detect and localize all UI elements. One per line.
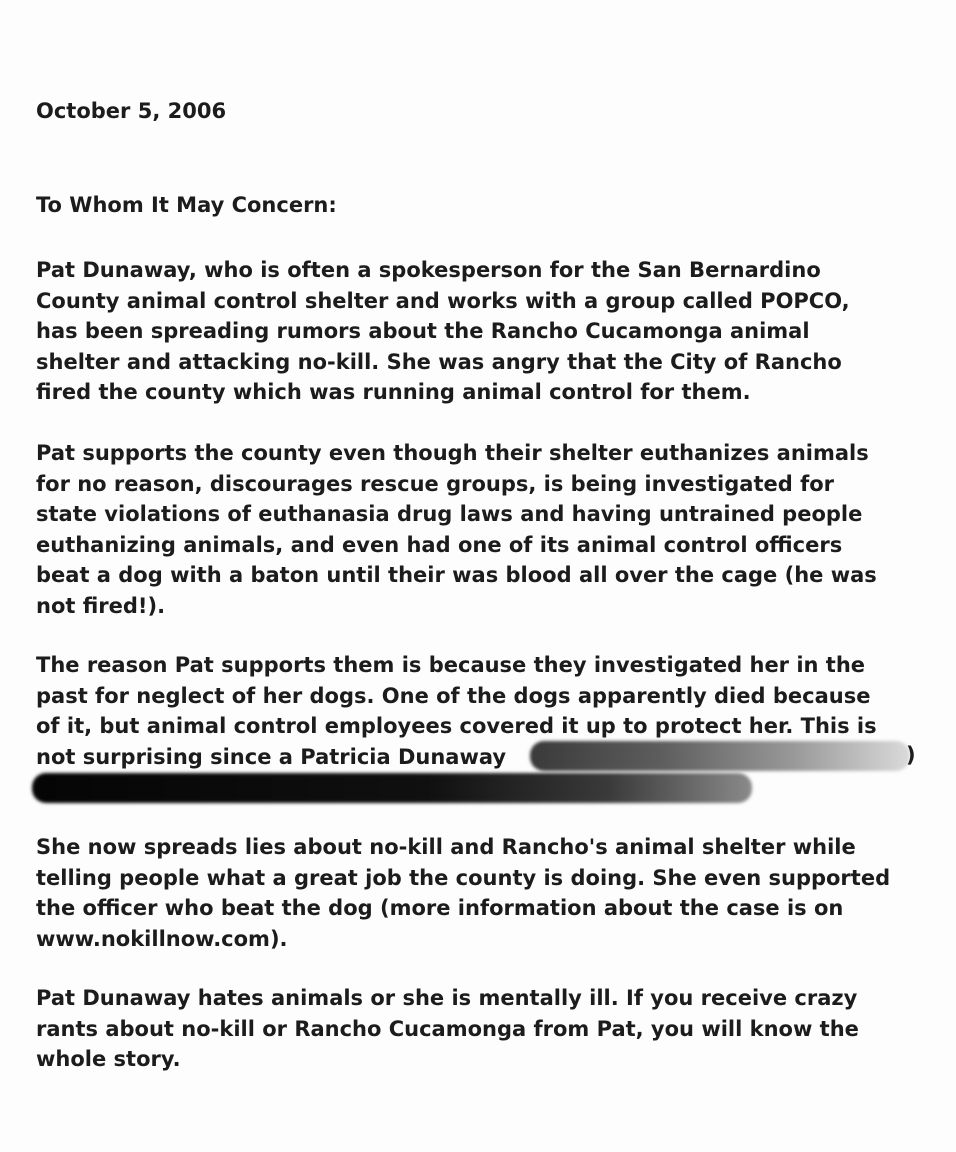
text-line: She now spreads lies about no-kill and Rancho's animal shelter while — [36, 835, 856, 859]
text-line: state violations of euthanasia drug laws and having untrained people — [36, 502, 863, 527]
redaction-mark — [32, 773, 752, 803]
paragraph-1 — [36, 255, 941, 408]
text-line: whole story. — [36, 1047, 181, 1072]
text-line: for no reason, discourages rescue groups, is being investigated for — [36, 471, 834, 496]
text-line: Pat supports the county even though their shelter euthanizes animals — [36, 441, 869, 465]
text-line: has been spreading rumors about the Rancho Cucamonga animal — [36, 319, 810, 344]
text-line: County animal control shelter and works with a group called POPCO, — [36, 288, 850, 313]
text-line: rants about no-kill or Rancho Cucamonga from Pat, you will know the — [36, 1016, 859, 1041]
text-line: euthanizing animals, and even had one of its animal control officers — [36, 532, 843, 557]
text-line: Pat Dunaway, who is often a spokesperson for the San Bernardino — [36, 258, 821, 282]
text-line: the officer who beat the dog (more information about the case is on — [36, 896, 844, 921]
text-line: shelter and attacking no-kill. She was angry that the City of Rancho — [36, 349, 842, 374]
paragraph-5 — [36, 983, 941, 1075]
letter-date: October 5, 2006 — [36, 99, 227, 123]
text-line: not fired!). — [36, 593, 166, 618]
redaction-mark — [530, 741, 910, 771]
paragraph-2 — [36, 438, 941, 622]
text-line: past for neglect of her dogs. One of the dogs apparently died because — [36, 683, 871, 708]
text-line: of it, but animal control employees covered it up to protect her. This is — [36, 714, 877, 739]
text-line: fired the county which was running animal control for them. — [36, 380, 751, 405]
text-line: Pat Dunaway hates animals or she is mentally ill. If you receive crazy — [36, 986, 858, 1010]
redacted-closing-paren: ) — [906, 743, 916, 767]
text-line: www.nokillnow.com). — [36, 926, 288, 951]
salutation: To Whom It May Concern: — [36, 193, 337, 217]
text-line: The reason Pat supports them is because they investigated her in the — [36, 653, 866, 677]
text-line: beat a dog with a baton until their was blood all over the cage (he was — [36, 563, 877, 588]
text-line: not surprising since a Patricia Dunaway — [36, 744, 507, 769]
text-line: telling people what a great job the county is doing. She even supported — [36, 865, 891, 890]
paragraph-4 — [36, 832, 941, 954]
